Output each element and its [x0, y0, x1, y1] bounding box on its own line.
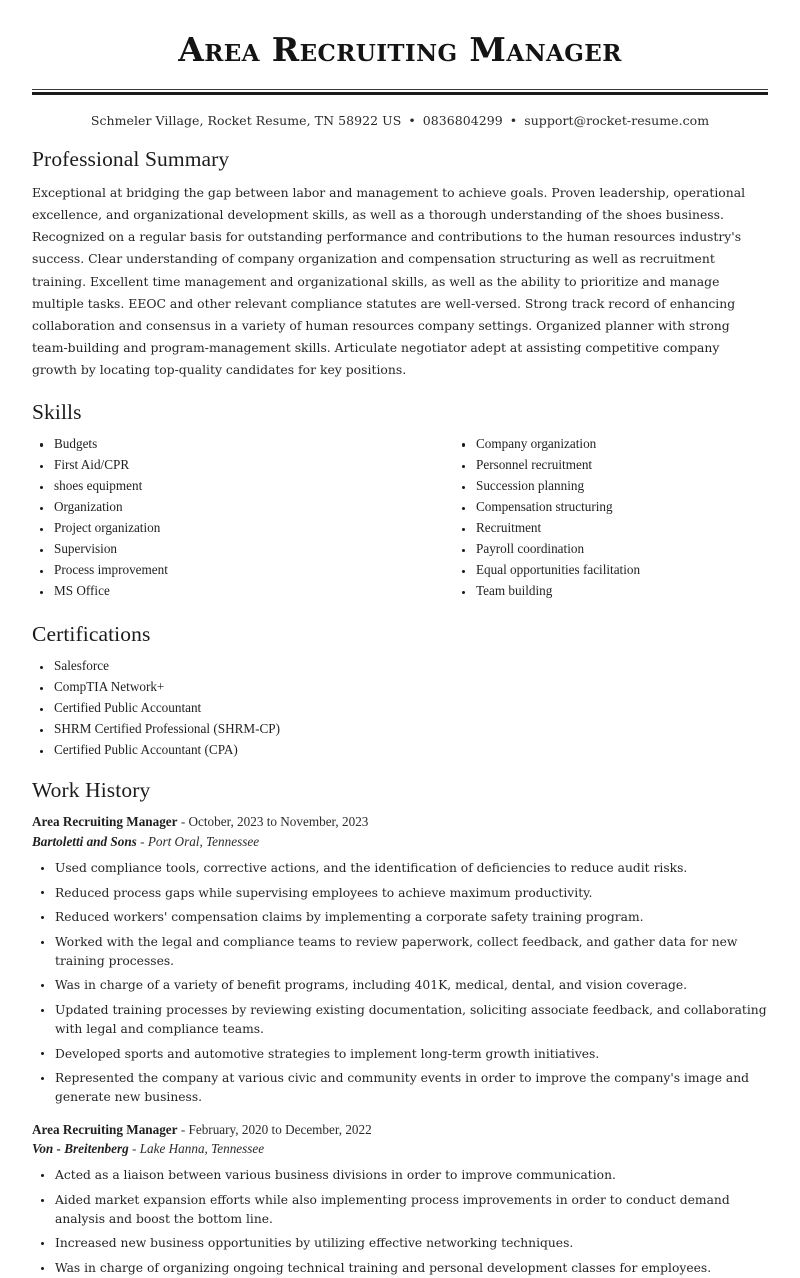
contact-separator-2: • [509, 113, 518, 129]
skills-grid [32, 435, 768, 603]
contact-line [0, 113, 800, 128]
section-work-history [32, 778, 768, 1278]
job-title-line [32, 812, 768, 832]
page-title: Area Recruiting Manager [178, 30, 622, 69]
list-item: Supervision [32, 540, 400, 558]
work-history-entry [32, 812, 768, 1106]
list-item: Payroll coordination [454, 540, 768, 558]
job-company: Bartoletti and Sons [32, 834, 137, 850]
contact-address: Schmeler Village, Rocket Resume, TN 58922 US [90, 113, 402, 129]
list-item: First Aid/CPR [32, 456, 400, 474]
list-item: Organization [32, 498, 400, 516]
list-item: Team building [454, 582, 768, 600]
list-item: Certified Public Accountant [32, 699, 768, 717]
list-item: Worked with the legal and compliance teams to review paperwork, collect feedback, and gather data for new training processes. [32, 933, 768, 970]
section-heading-certifications: Certifications [32, 622, 151, 647]
resume-body [0, 147, 800, 1277]
skills-list-right [454, 435, 768, 600]
job-location: Lake Hanna, Tennessee [139, 1141, 265, 1157]
work-history-entry [32, 1120, 768, 1278]
job-bullets-list [32, 859, 768, 1107]
list-item: Reduced process gaps while supervising employees to achieve maximum productivity. [32, 884, 768, 903]
section-heading-work-history: Work History [32, 777, 151, 802]
section-heading-summary: Professional Summary [32, 147, 230, 172]
list-item: Represented the company at various civic and community events in order to improve the company's image and generate new business. [32, 1069, 768, 1106]
list-item: Succession planning [454, 477, 768, 495]
section-certifications [32, 622, 768, 759]
section-skills [32, 400, 768, 603]
skills-column-right [400, 435, 768, 603]
job-company: Von - Breitenberg [32, 1141, 129, 1157]
list-item: SHRM Certified Professional (SHRM-CP) [32, 720, 768, 738]
list-item: Equal opportunities facilitation [454, 561, 768, 579]
list-item: Recruitment [454, 519, 768, 537]
summary-paragraph: Exceptional at bridging the gap between labor and management to achieve goals. Proven leadership, operational excellence, and organizational development skills, as well as a thorough understanding of the shoes business. Recognized on a regular basis for outstanding performance and contributions to the human resources industry's success. Clear understanding of company organization and compensation structuring as well as recruitment training. Excellent time management and organizational skills, as well as the ability to prioritize and manage multiple tasks. EEOC and other relevant compliance statutes are well-versed. Strong track record of enhancing collaboration and consensus in a variety of human resources company settings. Organized planner with strong team-building and program-management skills. Articulate negotiator adept at assisting competitive company growth by locating top-quality candidates for key positions. [32, 185, 746, 377]
list-item: Process improvement [32, 561, 400, 579]
list-item: Certified Public Accountant (CPA) [32, 741, 768, 759]
job-title: Area Recruiting Manager [32, 1121, 178, 1137]
job-title-separator: - [180, 1121, 186, 1137]
job-company-line [32, 832, 768, 852]
resume-page [0, 32, 800, 1278]
list-item: Compensation structuring [454, 498, 768, 516]
list-item: Was in charge of organizing ongoing technical training and personal development classes for employees. [32, 1259, 768, 1278]
section-professional-summary [32, 147, 768, 381]
list-item: Aided market expansion efforts while also implementing process improvements in order to conduct demand analysis and boost the bottom line. [32, 1191, 768, 1228]
job-dates: February, 2020 to December, 2022 [188, 1121, 372, 1137]
list-item: Budgets [32, 435, 400, 453]
certifications-list [32, 657, 768, 759]
list-item: Updated training processes by reviewing existing documentation, soliciting associate feedback, and collaborating with legal and compliance teams. [32, 1001, 768, 1038]
job-title: Area Recruiting Manager [32, 814, 178, 830]
job-title-separator: - [180, 814, 186, 830]
contact-phone: 0836804299 [422, 113, 503, 129]
divider-thick-line [32, 92, 768, 95]
header-divider [32, 89, 768, 96]
list-item: MS Office [32, 582, 400, 600]
contact-separator-1: • [408, 113, 416, 129]
job-company-line [32, 1139, 768, 1159]
job-dates: October, 2023 to November, 2023 [188, 814, 369, 830]
job-location: Port Oral, Tennessee [147, 834, 260, 850]
list-item: Salesforce [32, 657, 768, 675]
list-item: CompTIA Network+ [32, 678, 768, 696]
list-item: Increased new business opportunities by utilizing effective networking techniques. [32, 1234, 768, 1253]
divider-thin-line [32, 89, 768, 90]
job-bullets-list [32, 1166, 768, 1277]
job-company-separator: - [140, 834, 145, 850]
list-item: Acted as a liaison between various business divisions in order to improve communication. [32, 1166, 768, 1185]
list-item: Project organization [32, 519, 400, 537]
list-item: Developed sports and automotive strategies to implement long-term growth initiatives. [32, 1045, 768, 1064]
job-title-line [32, 1120, 768, 1140]
skills-list-left [32, 435, 400, 600]
section-heading-skills: Skills [32, 399, 82, 424]
list-item: Personnel recruitment [454, 456, 768, 474]
list-item: Reduced workers' compensation claims by implementing a corporate safety training program. [32, 908, 768, 927]
job-company-separator: - [132, 1141, 137, 1157]
contact-email[interactable]: support@rocket-resume.com [524, 113, 710, 129]
list-item: shoes equipment [32, 477, 400, 495]
list-item: Was in charge of a variety of benefit programs, including 401K, medical, dental, and vision coverage. [32, 976, 768, 995]
skills-column-left [32, 435, 400, 603]
list-item: Used compliance tools, corrective actions, and the identification of deficiencies to reduce audit risks. [32, 859, 768, 878]
list-item: Company organization [454, 435, 768, 453]
